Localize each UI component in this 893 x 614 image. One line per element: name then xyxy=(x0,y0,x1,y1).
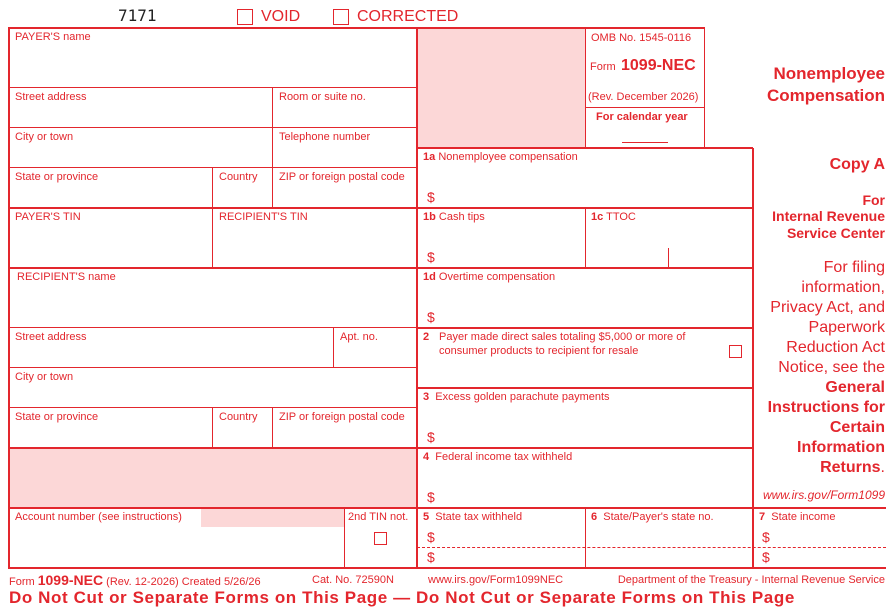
copy-bold-3: Certain xyxy=(829,419,885,436)
box-1b-dollar: $ xyxy=(427,249,435,265)
country-left xyxy=(212,168,213,208)
second-tin-label: 2nd TIN not. xyxy=(348,511,409,523)
box-7-label xyxy=(759,511,835,524)
payer-street-label: Street address xyxy=(15,91,87,103)
second-tin-checkbox[interactable] xyxy=(374,532,387,545)
box-3-dollar: $ xyxy=(427,429,435,445)
payer-tin-label: PAYER'S TIN xyxy=(15,211,81,223)
shaded-area-header xyxy=(417,28,585,148)
middle-divider xyxy=(416,28,418,569)
box-5-text: State tax withheld xyxy=(435,511,523,523)
form-word: Form xyxy=(590,61,616,73)
recipient-zip-label: ZIP or foreign postal code xyxy=(279,411,405,423)
box-5-dollar-2: $ xyxy=(427,549,435,565)
copy-title: Copy A xyxy=(829,156,885,173)
copy-info-3: Privacy Act, and xyxy=(770,299,885,316)
state-5-6-divider xyxy=(585,508,586,568)
box-4-dollar: $ xyxy=(427,489,435,505)
shaded-area-account xyxy=(201,509,344,527)
payer-phone-label: Telephone number xyxy=(279,131,371,143)
payer-state-label: State or province xyxy=(15,171,99,183)
form-title-line1: Nonemployee xyxy=(773,64,885,83)
copy-info-5: Reduction Act xyxy=(786,339,885,356)
footer-dept: Department of the Treasury - Internal Revenue Service xyxy=(617,574,885,586)
box-3-label xyxy=(423,391,610,404)
country-right xyxy=(272,168,273,208)
box-1a-text: Nonemployee compensation xyxy=(438,151,578,163)
payer-name-label: PAYER'S name xyxy=(15,31,91,43)
omb-divider xyxy=(585,107,705,108)
tin-divider xyxy=(212,208,213,268)
box-5-dollar-1: $ xyxy=(427,529,435,545)
box-7-dollar-1: $ xyxy=(762,529,770,545)
form-title-line2: Compensation xyxy=(766,86,885,105)
form-name: 1099-NEC xyxy=(621,57,696,74)
box-1a-dollar: $ xyxy=(427,189,435,205)
bottom-border xyxy=(8,567,886,569)
form-code: 7171 xyxy=(118,6,157,25)
left-row-2 xyxy=(9,127,417,128)
copy-bold-2: Instructions for xyxy=(767,399,885,416)
mid-row-4 xyxy=(417,387,753,389)
omb-right xyxy=(704,28,705,148)
apt-divider xyxy=(333,328,334,368)
copy-bold-5 xyxy=(820,459,885,477)
copy-info-4: Paperwork xyxy=(808,319,885,336)
left-row-3 xyxy=(9,167,417,168)
payer-zip-label: ZIP or foreign postal code xyxy=(279,171,405,183)
mid-row-6 xyxy=(417,507,886,509)
copy-bold-4: Information xyxy=(797,439,885,456)
row-1a-top xyxy=(417,147,753,149)
ttoc-tick xyxy=(668,248,669,268)
box-3-text: Excess golden parachute payments xyxy=(435,391,610,403)
payer-country-label: Country xyxy=(219,171,258,183)
box-1d-dollar: $ xyxy=(427,309,435,325)
box-1c-text: TTOC xyxy=(606,211,636,223)
box-1d-number: 1d xyxy=(423,271,436,283)
box-1b-label xyxy=(423,211,485,224)
box-6-label xyxy=(591,511,714,524)
left-row-7 xyxy=(9,367,417,368)
left-row-1 xyxy=(9,87,417,88)
omb-number: OMB No. 1545-0116 xyxy=(591,32,692,44)
box-1b-number: 1b xyxy=(423,211,436,223)
box-4-text: Federal income tax withheld xyxy=(435,451,573,463)
revision: (Rev. December 2026) xyxy=(588,91,699,103)
corrected-label: CORRECTED xyxy=(357,8,459,25)
footer-form-name: 1099-NEC xyxy=(37,572,104,588)
box-1c-number: 1c xyxy=(591,211,604,223)
omb-left xyxy=(585,28,586,148)
box-6-text: State/Payer's state no. xyxy=(603,511,714,523)
top-border xyxy=(8,27,705,29)
mid-row-3 xyxy=(417,327,753,329)
calendar-year-label: For calendar year xyxy=(596,111,688,123)
footer-form-word: Form xyxy=(9,576,35,588)
copy-bold-1: General xyxy=(825,379,885,396)
box-6-number: 6 xyxy=(591,511,598,523)
state-dashed-line xyxy=(417,547,886,548)
copy-info-1: For filing xyxy=(823,259,885,276)
left-row-8 xyxy=(9,407,417,408)
footer-warning: Do Not Cut or Separate Forms on This Page — Do Not Cut or Separate Forms on This Page xyxy=(9,588,795,607)
calendar-line xyxy=(622,142,668,143)
box-1b-text: Cash tips xyxy=(438,211,485,223)
copy-for-line3: Service Center xyxy=(786,225,885,241)
footer-url[interactable]: www.irs.gov/Form1099NEC xyxy=(428,574,564,586)
account-number-label: Account number (see instructions) xyxy=(15,511,182,523)
copy-info-2: information, xyxy=(801,279,885,296)
copy-returns: Returns xyxy=(820,459,881,476)
corrected-checkbox[interactable] xyxy=(333,9,349,25)
recipient-country-label: Country xyxy=(219,411,258,423)
copy-info-6: Notice, see the xyxy=(778,359,885,376)
void-checkbox[interactable] xyxy=(237,9,253,25)
footer-cat: Cat. No. 72590N xyxy=(312,574,394,586)
recipient-city-label: City or town xyxy=(15,371,74,383)
copy-url[interactable]: www.irs.gov/Form1099 xyxy=(762,488,885,502)
mid-row-5 xyxy=(417,447,753,449)
country2-left xyxy=(212,408,213,448)
payer-city-label: City or town xyxy=(15,131,74,143)
box-4-label xyxy=(423,451,572,464)
box-3-number: 3 xyxy=(423,391,430,403)
copy-period: . xyxy=(880,459,885,476)
recipient-tin-label: RECIPIENT'S TIN xyxy=(219,211,308,223)
mid-1b-1c-divider xyxy=(585,208,586,268)
box-5-number: 5 xyxy=(423,511,430,523)
left-row-6 xyxy=(9,327,417,328)
recipient-name-label: RECIPIENT'S name xyxy=(17,271,116,283)
room-divider xyxy=(272,88,273,168)
box-2-text-line2: consumer products to recipient for resale xyxy=(439,345,639,357)
box-2-number: 2 xyxy=(423,331,430,343)
box-7-dollar-2: $ xyxy=(762,549,770,565)
recipient-street-label: Street address xyxy=(15,331,87,343)
void-label: VOID xyxy=(261,8,301,25)
copy-for-line2: Internal Revenue xyxy=(772,208,885,224)
box-7-text: State income xyxy=(771,511,836,523)
box-1a-number: 1a xyxy=(423,151,436,163)
box-7-number: 7 xyxy=(759,511,766,523)
recipient-apt-label: Apt. no. xyxy=(340,331,378,343)
footer-rev: (Rev. 12-2026) Created 5/26/26 xyxy=(106,576,261,588)
box-4-number: 4 xyxy=(423,451,430,463)
account-divider xyxy=(344,508,345,568)
recipient-state-label: State or province xyxy=(15,411,99,423)
box-1c-label xyxy=(591,211,636,224)
box-1a-label xyxy=(423,151,578,164)
country2-right xyxy=(272,408,273,448)
box-2-text-line1: Payer made direct sales totaling $5,000 or more of xyxy=(439,331,686,343)
box-5-label xyxy=(423,511,522,524)
box-1d-text: Overtime compensation xyxy=(438,271,556,283)
payer-room-label: Room or suite no. xyxy=(279,91,366,103)
copy-for-line1: For xyxy=(862,192,885,208)
left-border xyxy=(8,28,10,569)
left-row-10 xyxy=(8,507,417,509)
box-2-checkbox[interactable] xyxy=(729,345,742,358)
shaded-area-left xyxy=(9,448,417,508)
footer-form-info xyxy=(9,572,261,588)
right-divider xyxy=(752,148,754,569)
box-1d-label xyxy=(423,271,555,284)
